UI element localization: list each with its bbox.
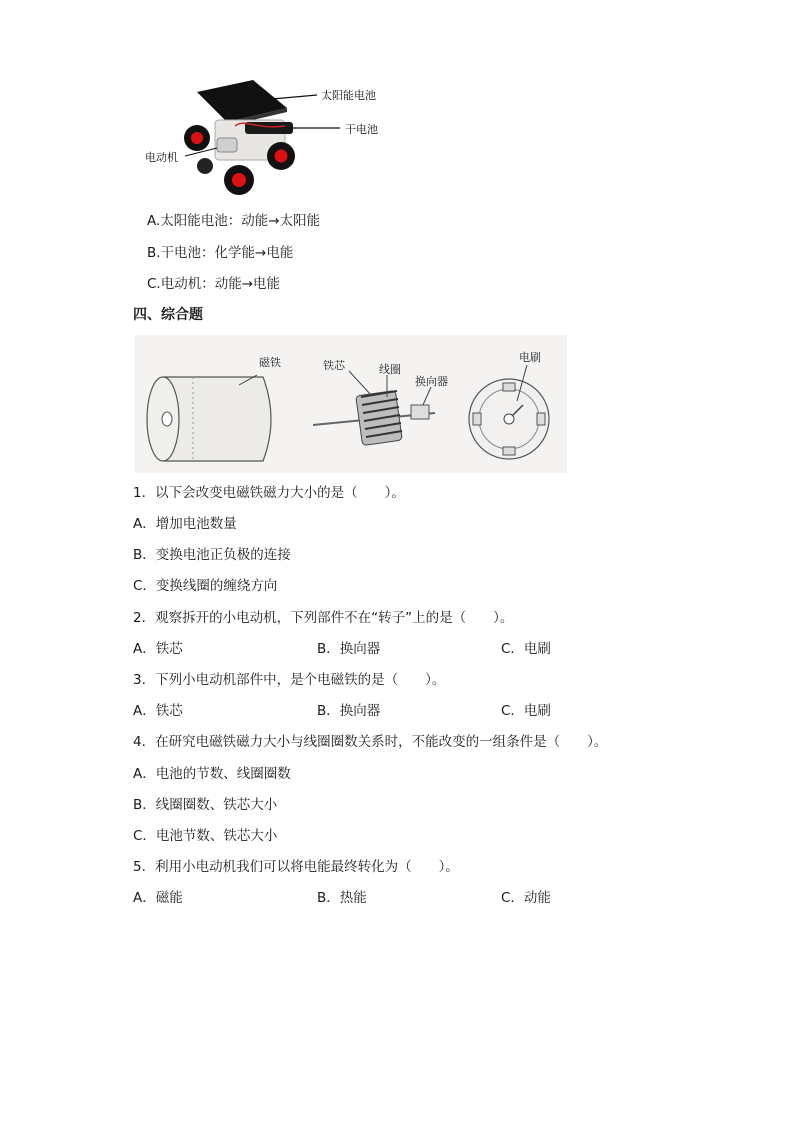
q1-stem: 1．以下会改变电磁铁磁力大小的是（ ）。 — [133, 485, 405, 501]
section-title: 四、综合题 — [133, 307, 203, 323]
label-coil: 线圈 — [379, 363, 401, 376]
q3-option-c: C．电刷 — [501, 703, 551, 719]
label-magnet: 磁铁 — [259, 356, 281, 369]
q5-option-b: B．热能 — [317, 890, 367, 906]
q1-option-c: C．变换线圈的缠绕方向 — [133, 578, 278, 594]
q3-option-a: A．铁芯 — [133, 703, 183, 719]
q2-option-b: B．换向器 — [317, 641, 381, 657]
q4-option-a: A．电池的节数、线圈圈数 — [133, 766, 291, 782]
q1-option-a: A．增加电池数量 — [133, 516, 237, 532]
solar-car-figure — [135, 70, 395, 205]
q1-option-b: B．变换电池正负极的连接 — [133, 547, 291, 563]
motor — [217, 138, 237, 152]
label-dry-battery: 干电池 — [345, 123, 378, 136]
label-solar-cell: 太阳能电池 — [321, 89, 376, 102]
solar-panel — [197, 80, 287, 122]
label-core: 铁芯 — [323, 359, 345, 372]
prev-option-a: A.太阳能电池：动能→太阳能 — [147, 213, 321, 229]
q4-option-c: C．电池节数、铁芯大小 — [133, 828, 278, 844]
q3-option-b: B．换向器 — [317, 703, 381, 719]
prev-option-b: B.干电池：化学能→电能 — [147, 245, 294, 261]
q4-stem: 4．在研究电磁铁磁力大小与线圈圈数关系时，不能改变的一组条件是（ ）。 — [133, 734, 608, 750]
q2-option-c: C．电刷 — [501, 641, 551, 657]
q5-option-c: C．动能 — [501, 890, 551, 906]
label-brush: 电刷 — [519, 351, 541, 364]
q5-option-a: A．磁能 — [133, 890, 183, 906]
q5-stem: 5．利用小电动机我们可以将电能最终转化为（ ）。 — [133, 859, 459, 875]
prev-option-c: C.电动机：动能→电能 — [147, 276, 281, 292]
q2-stem: 2．观察拆开的小电动机，下列部件不在“转子”上的是（ ）。 — [133, 610, 514, 626]
q3-stem: 3．下列小电动机部件中，是个电磁铁的是（ ）。 — [133, 672, 446, 688]
q4-option-b: B．线圈圈数、铁芯大小 — [133, 797, 278, 813]
label-commutator: 换向器 — [415, 375, 448, 388]
motor-casing-magnet — [147, 375, 271, 461]
q2-option-a: A．铁芯 — [133, 641, 183, 657]
motor-parts-figure — [135, 335, 567, 473]
label-motor: 电动机 — [145, 151, 178, 164]
brush-end-cap — [469, 379, 549, 459]
